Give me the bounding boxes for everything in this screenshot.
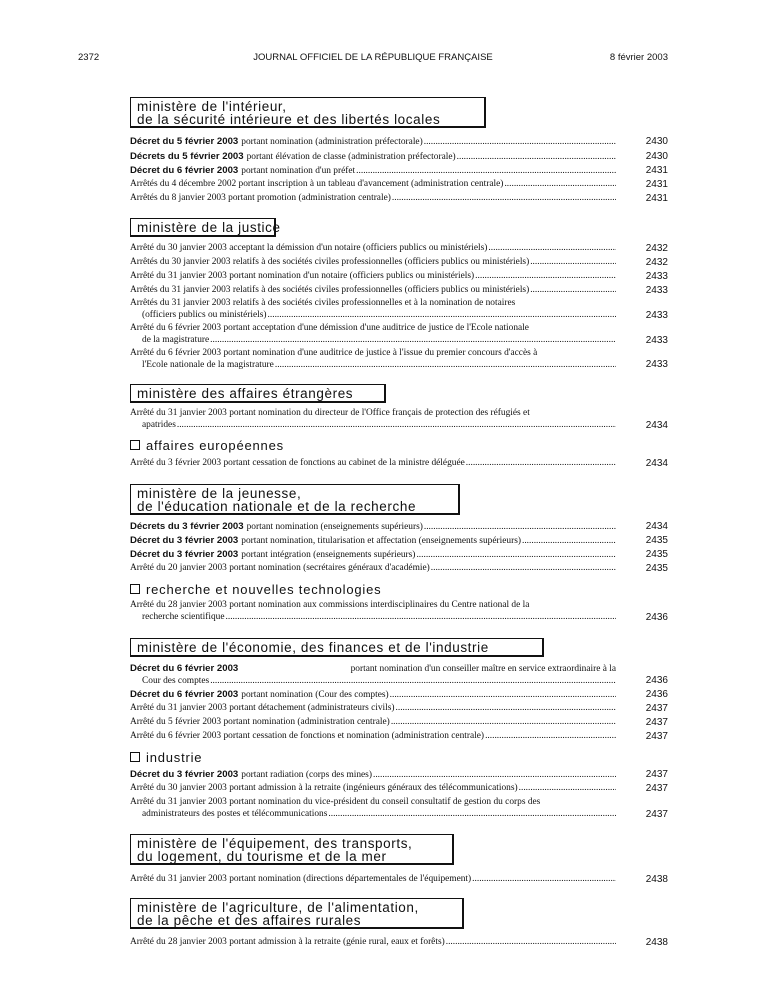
- entry-text: Arrêtés du 30 janvier 2003 relatifs à des sociétés civiles professionnelles (officiers publics ou ministériels): [130, 257, 530, 267]
- entry-text: Arrêté du 30 janvier 2003 acceptant la démission d'un notaire (officiers publics ou ministériels): [130, 243, 488, 253]
- entry-text: portant nomination, titularisation et affectation (enseignements supérieurs): [241, 536, 521, 546]
- entry-text: portant nomination d'un préfet: [241, 166, 356, 176]
- leader-dots: [518, 783, 616, 795]
- toc-entry[interactable]: [130, 348, 616, 371]
- section-title-agriculture: [130, 898, 464, 929]
- entry-text: Arrêtés du 4 décembre 2002 portant inscription à un tableau d'avancement (administration centrale): [130, 179, 504, 189]
- entry-text: Arrêtés du 31 janvier 2003 relatifs à des sociétés civiles professionnelles et à la nomination de notaires: [130, 298, 516, 308]
- entry-text: recherche scientifique: [142, 611, 225, 622]
- entry-text: Arrêté du 6 février 2003 portant acceptation d'une démission d'une auditrice de justice de l'Ecole nationale: [130, 323, 529, 333]
- leader-dots: [391, 193, 616, 205]
- entry-text: Arrêté du 28 janvier 2003 portant admission à la retraite (génie rural, eaux et forêts): [130, 937, 445, 947]
- leader-dots: [415, 550, 616, 562]
- entry-text: de la magistrature: [142, 334, 210, 345]
- leader-dots: [430, 563, 616, 575]
- entry-bold-title: Décret du 3 février 2003: [130, 549, 239, 560]
- toc-entry[interactable]: [130, 600, 616, 623]
- entry-page-number: 2431: [645, 179, 668, 190]
- section-title-equipement: [130, 834, 454, 865]
- entry-text: Arrêté du 20 janvier 2003 portant nomination (secrétaires généraux d'académie): [130, 563, 430, 573]
- section-title-affaires-etrangeres: [130, 384, 386, 403]
- toc-entry[interactable]: [130, 285, 616, 297]
- toc-entry[interactable]: [130, 408, 616, 431]
- toc-entry[interactable]: [130, 257, 616, 269]
- entry-text: Arrêtés du 31 janvier 2003 relatifs à des sociétés civiles professionnelles (officiers publics ou ministériels): [130, 285, 530, 295]
- leader-dots: [390, 717, 616, 729]
- toc-entry[interactable]: [130, 193, 616, 205]
- leader-dots: [423, 137, 616, 149]
- entry-page-number: 2434: [645, 458, 668, 469]
- toc-entry[interactable]: [130, 136, 616, 149]
- entry-text: Arrêté du 31 janvier 2003 portant nomination (directions départementales de l'équipement): [130, 874, 472, 884]
- toc-entry[interactable]: [130, 689, 616, 702]
- toc-entry[interactable]: [130, 769, 616, 782]
- toc-entry[interactable]: [130, 271, 616, 283]
- entry-page-number: 2437: [645, 769, 668, 780]
- entry-text: Arrêté du 31 janvier 2003 portant détachement (administrateurs civils): [130, 703, 395, 713]
- toc-entry[interactable]: [130, 243, 616, 255]
- leader-dots: [503, 179, 616, 191]
- toc-entry[interactable]: [130, 663, 616, 687]
- leader-dots: [471, 874, 616, 886]
- entry-text: Arrêté du 3 février 2003 portant cessation de fonctions au cabinet de la ministre déléguée: [130, 458, 465, 468]
- entry-text: portant nomination (administration préfectorale): [241, 137, 423, 147]
- entry-page-number: 2430: [645, 151, 668, 162]
- leader-dots: [355, 166, 616, 178]
- entry-bold-title: Décret du 6 février 2003: [130, 165, 239, 176]
- leader-dots: [474, 271, 616, 283]
- leader-dots: [209, 335, 616, 347]
- leader-dots: [274, 360, 616, 372]
- entry-page-number: 2436: [645, 689, 668, 700]
- leader-dots: [445, 937, 616, 949]
- section-title-line: ministère de la jeunesse,: [137, 486, 302, 501]
- toc-entry[interactable]: [130, 797, 616, 820]
- header-page-number: 2372: [78, 52, 100, 63]
- header-date: 8 février 2003: [609, 52, 668, 63]
- entry-page-number: 2433: [645, 310, 668, 321]
- checkbox-square-icon: [130, 752, 140, 762]
- section-title-line: ministère de l'économie, des finances et de l'industrie: [137, 640, 489, 655]
- entry-text: Arrêté du 5 février 2003 portant nomination (administration centrale): [130, 717, 390, 727]
- entry-page-number: 2437: [645, 783, 668, 794]
- toc-entry[interactable]: [130, 151, 616, 164]
- section-title-interieur: [130, 97, 486, 128]
- leader-dots: [389, 690, 616, 702]
- entry-page-number: 2437: [645, 717, 668, 728]
- entry-page-number: 2430: [645, 136, 668, 147]
- entry-page-number: 2437: [645, 703, 668, 714]
- leader-dots: [395, 703, 617, 715]
- leader-dots: [176, 420, 616, 432]
- toc-entry[interactable]: [130, 874, 616, 886]
- checkbox-square-icon: [130, 440, 140, 450]
- leader-dots: [327, 809, 616, 821]
- section-title-line: de l'éducation nationale et de la recherche: [137, 498, 417, 514]
- section-title-line: ministère de la justice: [137, 220, 281, 235]
- entry-page-number: 2436: [645, 612, 668, 623]
- entry-page-number: 2436: [645, 675, 668, 686]
- leader-dots: [484, 731, 616, 743]
- entry-page-number: 2433: [645, 271, 668, 282]
- toc-entry[interactable]: [130, 521, 616, 534]
- entry-text: Arrêté du 31 janvier 2003 portant nomination du directeur de l'Office français de protection des réfugiés et: [130, 408, 530, 418]
- subsection-title: affaires européennes: [146, 438, 284, 453]
- section-title-economie: [130, 638, 544, 657]
- section-title-jeunesse: [130, 484, 460, 515]
- leader-dots: [456, 152, 616, 164]
- section-title-line: ministère de l'agriculture, de l'alimentation,: [137, 900, 419, 915]
- entry-bold-title: Décret du 3 février 2003: [130, 769, 239, 780]
- header-journal-title: JOURNAL OFFICIEL DE LA RÉPUBLIQUE FRANÇAISE: [253, 52, 493, 63]
- entry-page-number: 2432: [645, 243, 668, 254]
- entry-text: Arrêté du 6 février 2003 portant nomination d'une auditrice de justice à l'issue du premier concours d'accès à: [130, 348, 538, 358]
- entry-bold-title: Décret du 6 février 2003: [130, 663, 239, 674]
- entry-page-number: 2435: [645, 563, 668, 574]
- entry-page-number: 2437: [645, 731, 668, 742]
- entry-text: administrateurs des postes et télécommunications: [142, 808, 328, 819]
- entry-text: portant nomination d'un conseiller maître en service extraordinaire à la: [350, 664, 616, 674]
- leader-dots: [465, 458, 616, 470]
- subsection-affaires-europeennes: [130, 438, 284, 453]
- entry-page-number: 2438: [645, 874, 668, 885]
- leader-dots: [529, 257, 616, 269]
- entry-page-number: 2435: [645, 549, 668, 560]
- entry-text: portant élévation de classe (administration préfectorale): [246, 152, 456, 162]
- entry-page-number: 2431: [645, 193, 668, 204]
- entry-bold-title: Décrets du 5 février 2003: [130, 151, 244, 162]
- entry-text: apatrides: [142, 419, 176, 430]
- entry-text: l'Ecole nationale de la magistrature: [142, 359, 274, 370]
- toc-entry[interactable]: [130, 783, 616, 795]
- entry-page-number: 2433: [645, 285, 668, 296]
- leader-dots: [267, 310, 616, 322]
- running-header: [78, 52, 668, 66]
- entry-page-number: 2434: [645, 420, 668, 431]
- toc-entry[interactable]: [130, 179, 616, 191]
- entry-text: Arrêté du 28 janvier 2003 portant nomination aux commissions interdisciplinaires du Centre national de la: [130, 600, 530, 610]
- entry-page-number: 2434: [645, 521, 668, 532]
- toc-entry[interactable]: [130, 731, 616, 743]
- entry-bold-title: Décret du 6 février 2003: [130, 689, 239, 700]
- subsection-recherche: [130, 582, 381, 597]
- entry-bold-title: Décret du 3 février 2003: [130, 535, 239, 546]
- toc-entry[interactable]: [130, 458, 616, 470]
- leader-dots: [487, 243, 616, 255]
- subsection-industrie: [130, 750, 202, 765]
- section-title-line: du logement, du tourisme et de la mer: [137, 848, 387, 864]
- entry-page-number: 2433: [645, 335, 668, 346]
- entry-text: (officiers publics ou ministériels): [142, 309, 267, 320]
- leader-dots: [423, 522, 616, 534]
- section-title-line: ministère de l'équipement, des transports,: [137, 836, 413, 851]
- section-title-line: de la sécurité intérieure et des libertés locales: [137, 111, 441, 127]
- entry-text: portant nomination (Cour des comptes): [241, 690, 389, 700]
- leader-dots: [209, 676, 616, 688]
- toc-entry[interactable]: [130, 535, 616, 548]
- toc-entry[interactable]: [130, 165, 616, 178]
- entry-page-number: 2433: [645, 359, 668, 370]
- entry-bold-title: Décret du 5 février 2003: [130, 136, 239, 147]
- checkbox-square-icon: [130, 584, 140, 594]
- entry-page-number: 2437: [645, 809, 668, 820]
- entry-text: Cour des comptes: [142, 675, 210, 686]
- entry-text: portant nomination (enseignements supérieurs): [246, 522, 423, 532]
- section-title-justice: [130, 218, 281, 237]
- subsection-title: industrie: [146, 750, 203, 765]
- section-title-line: ministère des affaires étrangères: [137, 386, 354, 401]
- toc-entry[interactable]: [130, 323, 616, 346]
- entry-page-number: 2438: [645, 937, 668, 948]
- section-title-line: de la pêche et des affaires rurales: [137, 912, 362, 928]
- entry-text: portant radiation (corps des mines): [241, 770, 372, 780]
- toc-entry[interactable]: [130, 298, 616, 321]
- entry-page-number: 2435: [645, 535, 668, 546]
- entry-page-number: 2431: [645, 165, 668, 176]
- subsection-title: recherche et nouvelles technologies: [146, 582, 382, 597]
- toc-entry[interactable]: [130, 563, 616, 575]
- entry-text: Arrêté du 30 janvier 2003 portant admission à la retraite (ingénieurs généraux des télécommunications): [130, 783, 518, 793]
- entry-text: Arrêté du 6 février 2003 portant cessation de fonctions et nomination (administration centrale): [130, 731, 485, 741]
- entry-bold-title: Décrets du 3 février 2003: [130, 521, 244, 532]
- toc-entry[interactable]: [130, 549, 616, 562]
- entry-page-number: 2432: [645, 257, 668, 268]
- leader-dots: [225, 612, 616, 624]
- leader-dots: [529, 285, 616, 297]
- entry-text: portant intégration (enseignements supérieurs): [241, 550, 416, 560]
- leader-dots: [372, 770, 616, 782]
- toc-entry[interactable]: [130, 717, 616, 729]
- toc-entry[interactable]: [130, 703, 616, 715]
- section-title-line: ministère de l'intérieur,: [137, 99, 287, 114]
- toc-entry[interactable]: [130, 937, 616, 949]
- entry-text: Arrêté du 31 janvier 2003 portant nomination du vice-président du conseil consultatif de gestion du corps des: [130, 797, 541, 807]
- leader-dots: [521, 536, 616, 548]
- entry-text: Arrêtés du 8 janvier 2003 portant promotion (administration centrale): [130, 193, 391, 203]
- entry-text: Arrêté du 31 janvier 2003 portant nomination d'un notaire (officiers publics ou ministériels): [130, 271, 475, 281]
